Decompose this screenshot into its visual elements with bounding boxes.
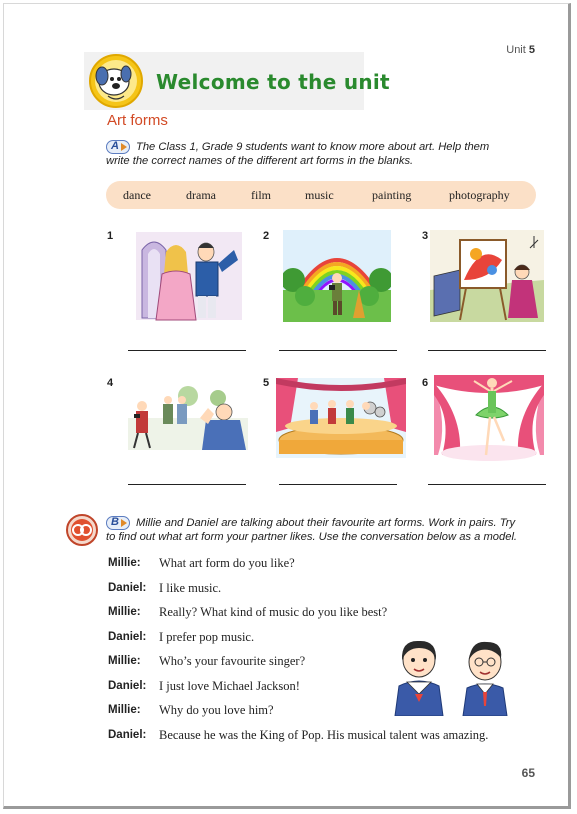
page-title: Welcome to the unit xyxy=(156,70,390,94)
speaker: Daniel: xyxy=(108,630,147,643)
answer-blank[interactable] xyxy=(279,484,397,485)
section-title: Art forms xyxy=(107,112,168,129)
dialogue-row xyxy=(108,555,538,580)
answer-blank[interactable] xyxy=(428,350,546,351)
word-bank-item: painting xyxy=(372,188,412,202)
speaker: Daniel: xyxy=(108,581,147,594)
dialogue-row xyxy=(108,604,538,629)
word-bank-item: music xyxy=(305,188,334,202)
drama-couple-picture-icon xyxy=(134,230,244,322)
dialogue-line: Because he was the King of Pop. His musical talent was amazing. xyxy=(159,727,489,742)
dance-ballerina-picture-icon xyxy=(434,375,544,463)
dialogue-line: Really? What kind of music do you like best? xyxy=(159,605,388,619)
answer-blank[interactable] xyxy=(128,350,246,351)
part-a-badge: A xyxy=(106,140,130,154)
answer-blank[interactable] xyxy=(279,350,397,351)
dialogue-line: Why do you love him? xyxy=(159,703,274,717)
word-bank-item: photography xyxy=(449,188,510,202)
picture-number: 2 xyxy=(263,230,270,242)
word-bank-item: film xyxy=(251,188,271,202)
dialogue-line: Who’s your favourite singer? xyxy=(159,654,306,668)
dialogue-line: I prefer pop music. xyxy=(159,629,255,644)
speaker: Daniel: xyxy=(108,679,147,692)
film-crew-picture-icon xyxy=(128,378,248,450)
photography-rainbow-picture-icon xyxy=(283,230,391,322)
unit-label: Unit 5 xyxy=(506,44,535,56)
answer-blank[interactable] xyxy=(128,484,246,485)
picture-number: 6 xyxy=(422,377,429,389)
dialogue-row xyxy=(108,727,538,752)
answer-blank[interactable] xyxy=(428,484,546,485)
dialogue-line: I just love Michael Jackson! xyxy=(159,678,300,693)
part-a-instruction: A The Class 1, Grade 9 students want to know more about art. Help them write the correct names of the different art forms in the blanks. xyxy=(106,140,490,168)
speaker: Millie: xyxy=(108,606,141,618)
speaker: Millie: xyxy=(108,704,141,716)
picture-number: 1 xyxy=(107,230,114,242)
painting-artist-picture-icon xyxy=(430,230,544,322)
picture-number: 3 xyxy=(422,230,429,242)
picture-number: 4 xyxy=(107,377,114,389)
speaker: Daniel: xyxy=(108,728,147,741)
word-bank-item: dance xyxy=(123,188,151,202)
music-band-picture-icon xyxy=(276,378,406,458)
speaker: Millie: xyxy=(108,655,141,667)
dialogue-row xyxy=(108,580,538,605)
millie-and-daniel-illustration-icon xyxy=(385,638,525,716)
picture-number: 5 xyxy=(263,377,270,389)
dialogue-line: What art form do you like? xyxy=(159,556,295,570)
speaker: Millie: xyxy=(108,557,141,569)
part-b-instruction: B Millie and Daniel are talking about their favourite art forms. Work in pairs. Try to find out what art form your partner likes. Use the conversation below as a model. xyxy=(106,516,518,544)
word-bank xyxy=(106,181,536,209)
part-b-badge: B xyxy=(106,516,130,530)
page-number: 65 xyxy=(521,766,535,780)
dialogue-line: I like music. xyxy=(159,580,222,595)
pair-work-icon xyxy=(66,514,98,546)
dog-mascot-icon xyxy=(86,54,146,108)
word-bank-item: drama xyxy=(186,188,216,202)
